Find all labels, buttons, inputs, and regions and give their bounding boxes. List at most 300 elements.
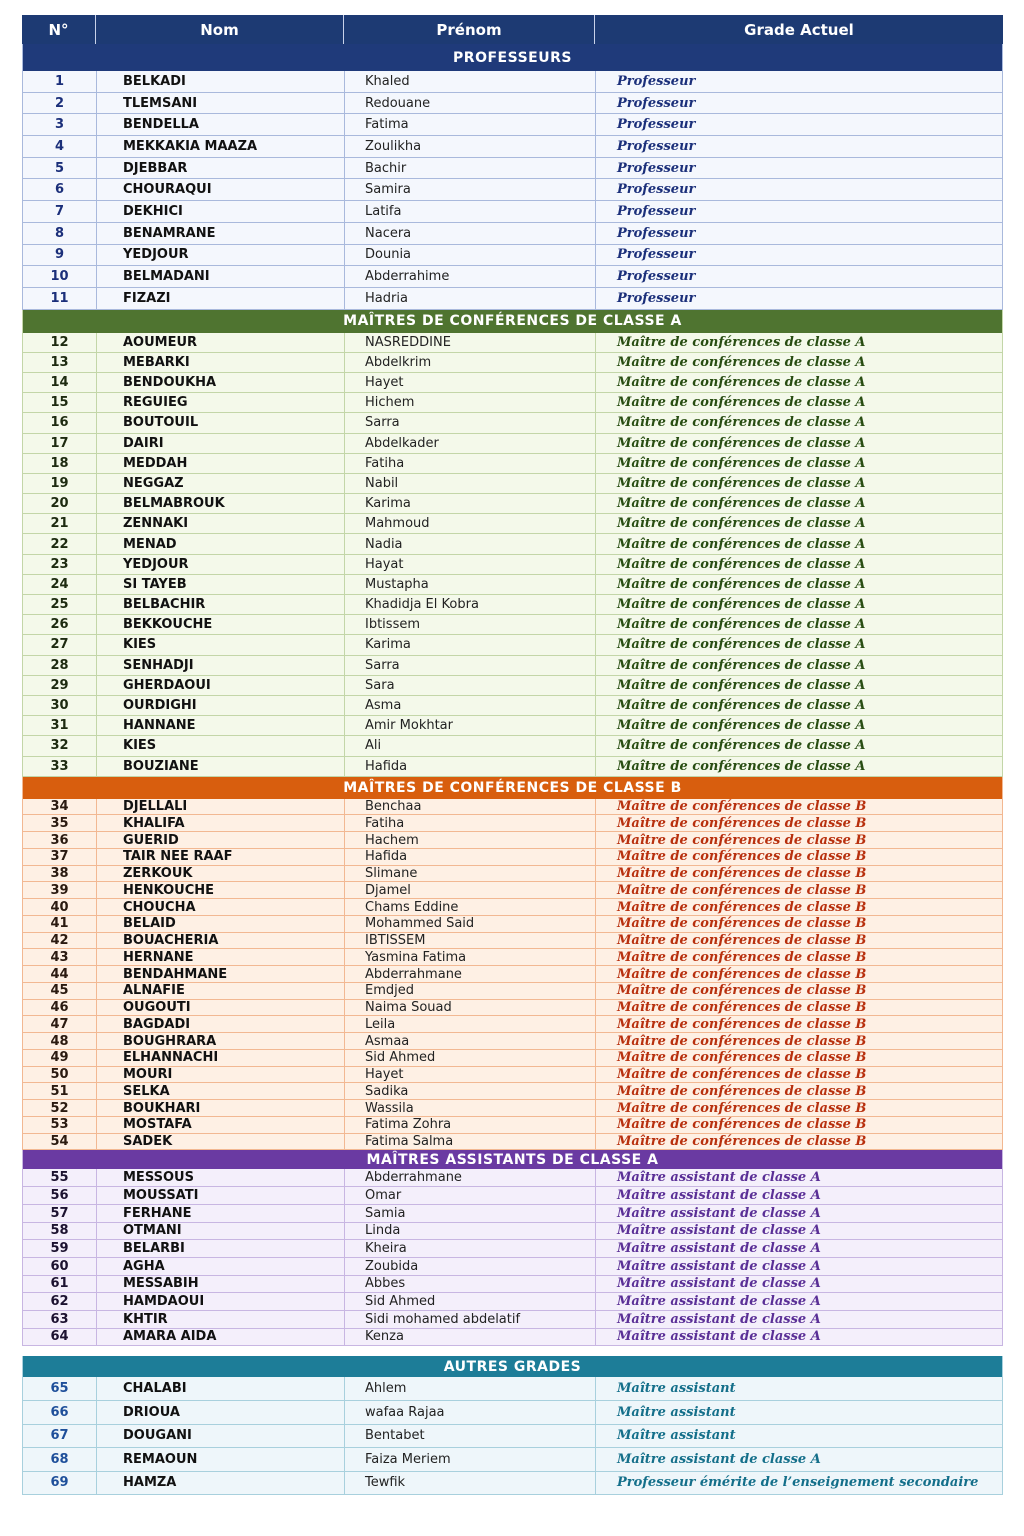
row-number: 4: [23, 136, 97, 157]
row-grade: Maître de conférences de classe A: [617, 657, 866, 673]
row-grade: Maître de conférences de classe A: [617, 556, 866, 572]
row-nom: BEKKOUCHE: [97, 615, 345, 634]
row-prenom: Fatima: [345, 114, 596, 135]
row-prenom: Asmaa: [345, 1033, 596, 1049]
row-number: 7: [23, 201, 97, 222]
row-nom: FERHANE: [97, 1205, 345, 1222]
table-row: [23, 1258, 1002, 1276]
row-prenom: Sara: [345, 676, 596, 695]
row-nom: BENDELLA: [97, 114, 345, 135]
row-nom: BENDAHMANE: [97, 966, 345, 982]
table-row: [23, 575, 1002, 595]
row-prenom: Khaled: [345, 71, 596, 92]
row-prenom: NASREDDINE: [345, 333, 596, 352]
table-row: [23, 635, 1002, 655]
row-grade: Maître de conférences de classe A: [617, 576, 866, 592]
table-row: [23, 1033, 1002, 1050]
row-grade: Maître de conférences de classe B: [617, 1117, 867, 1133]
table-row: [23, 179, 1002, 201]
row-prenom: Mohammed Said: [345, 916, 596, 932]
row-number: 35: [23, 815, 97, 831]
row-grade: Maître de conférences de classe A: [617, 496, 866, 512]
row-prenom: Bentabet: [345, 1425, 596, 1448]
row-nom: OTMANI: [97, 1223, 345, 1240]
table-row: [23, 716, 1002, 736]
table-row: [23, 555, 1002, 575]
row-number: 18: [23, 454, 97, 473]
table-row: [23, 393, 1002, 413]
row-nom: MESSOUS: [97, 1169, 345, 1186]
table-row: [23, 223, 1002, 245]
row-number: 16: [23, 413, 97, 432]
row-number: 46: [23, 1000, 97, 1016]
row-number: 21: [23, 514, 97, 533]
table-row: [23, 1276, 1002, 1294]
row-grade: Maître de conférences de classe B: [617, 815, 867, 831]
row-nom: BENDOUKHA: [97, 373, 345, 392]
row-prenom: Abderrahmane: [345, 1169, 596, 1186]
row-prenom: Amir Mokhtar: [345, 716, 596, 735]
table-row: [23, 676, 1002, 696]
table-row: [23, 736, 1002, 756]
staff-table: [22, 15, 1003, 1495]
table-row: [23, 1329, 1002, 1347]
row-grade: Professeur: [617, 73, 696, 89]
row-grade: Maître de conférences de classe A: [617, 718, 866, 734]
table-row: [23, 158, 1002, 180]
row-grade: Professeur émérite de l’enseignement secondaire: [617, 1475, 979, 1491]
row-number: 8: [23, 223, 97, 244]
row-grade: Maître de conférences de classe A: [617, 455, 866, 471]
row-nom: BELMADANI: [97, 266, 345, 287]
row-prenom: Hayat: [345, 555, 596, 574]
row-nom: MEDDAH: [97, 454, 345, 473]
row-prenom: Nabil: [345, 474, 596, 493]
row-prenom: Dounia: [345, 245, 596, 266]
row-grade: Professeur: [617, 269, 696, 285]
row-number: 45: [23, 983, 97, 999]
row-number: 61: [23, 1276, 97, 1293]
row-grade: Maître assistant de classe A: [617, 1276, 821, 1292]
row-number: 27: [23, 635, 97, 654]
row-prenom: Fatiha: [345, 454, 596, 473]
row-grade: Maître de conférences de classe B: [617, 1100, 867, 1116]
row-number: 3: [23, 114, 97, 135]
row-grade: Maître assistant de classe A: [617, 1258, 821, 1274]
row-grade: Professeur: [617, 182, 696, 198]
row-prenom: wafaa Rajaa: [345, 1401, 596, 1424]
row-prenom: Hadria: [345, 288, 596, 309]
table-row: [23, 1472, 1002, 1496]
row-number: 59: [23, 1240, 97, 1257]
row-grade: Maître de conférences de classe B: [617, 916, 867, 932]
row-nom: NEGGAZ: [97, 474, 345, 493]
table-row: [23, 434, 1002, 454]
row-nom: BELBACHIR: [97, 595, 345, 614]
table-row: [23, 983, 1002, 1000]
row-nom: REGUIEG: [97, 393, 345, 412]
row-nom: DRIOUA: [97, 1401, 345, 1424]
row-nom: BELARBI: [97, 1240, 345, 1257]
table-row: [23, 933, 1002, 950]
row-prenom: Bachir: [345, 158, 596, 179]
row-grade: Maître de conférences de classe B: [617, 799, 867, 815]
row-grade: Maître assistant: [617, 1404, 736, 1420]
section-title: MAÎTRES ASSISTANTS DE CLASSE A: [23, 1150, 1002, 1169]
table-row: [23, 1223, 1002, 1241]
table-row: [23, 849, 1002, 866]
row-number: 14: [23, 373, 97, 392]
row-grade: Maître de conférences de classe B: [617, 882, 867, 898]
row-number: 34: [23, 799, 97, 815]
row-number: 64: [23, 1329, 97, 1346]
row-grade: Maître de conférences de classe A: [617, 698, 866, 714]
row-nom: BOUZIANE: [97, 757, 345, 776]
row-prenom: Asma: [345, 696, 596, 715]
row-number: 55: [23, 1169, 97, 1186]
table-row: [23, 1050, 1002, 1067]
row-grade: Maître assistant de classe A: [617, 1170, 821, 1186]
row-grade: Maître de conférences de classe B: [617, 1050, 867, 1066]
row-grade: Maître de conférences de classe B: [617, 1033, 867, 1049]
row-grade: Maître de conférences de classe B: [617, 966, 867, 982]
row-prenom: Latifa: [345, 201, 596, 222]
row-number: 26: [23, 615, 97, 634]
row-nom: TLEMSANI: [97, 93, 345, 114]
row-grade: Maître assistant de classe A: [617, 1205, 821, 1221]
row-number: 32: [23, 736, 97, 755]
table-row: [23, 696, 1002, 716]
row-prenom: Yasmina Fatima: [345, 949, 596, 965]
row-number: 66: [23, 1401, 97, 1424]
row-grade: Maître assistant de classe A: [617, 1329, 821, 1345]
row-prenom: Slimane: [345, 866, 596, 882]
row-prenom: Sid Ahmed: [345, 1050, 596, 1066]
row-grade: Professeur: [617, 290, 696, 306]
table-row: [23, 353, 1002, 373]
row-grade: Maître de conférences de classe B: [617, 933, 867, 949]
row-nom: ZERKOUK: [97, 866, 345, 882]
row-nom: AGHA: [97, 1258, 345, 1275]
table-row: [23, 882, 1002, 899]
row-grade: Maître de conférences de classe A: [617, 415, 866, 431]
row-prenom: Ibtissem: [345, 615, 596, 634]
row-grade: Professeur: [617, 247, 696, 263]
row-prenom: Sadika: [345, 1083, 596, 1099]
table-row: [23, 1425, 1002, 1449]
row-nom: BOUKHARI: [97, 1100, 345, 1116]
row-nom: BAGDADI: [97, 1016, 345, 1032]
row-prenom: Ali: [345, 736, 596, 755]
table-row: [23, 916, 1002, 933]
row-number: 50: [23, 1067, 97, 1083]
row-grade: Maître de conférences de classe A: [617, 637, 866, 653]
row-prenom: Kheira: [345, 1240, 596, 1257]
row-grade: Maître assistant de classe A: [617, 1241, 821, 1257]
section-maa: [22, 1150, 1003, 1346]
table-row: [23, 1134, 1002, 1151]
table-row: [23, 333, 1002, 353]
row-grade: Maître de conférences de classe A: [617, 677, 866, 693]
row-number: 9: [23, 245, 97, 266]
row-grade: Professeur: [617, 117, 696, 133]
table-row: [23, 949, 1002, 966]
row-prenom: Djamel: [345, 882, 596, 898]
table-row: [23, 71, 1002, 93]
row-nom: KIES: [97, 635, 345, 654]
table-row: [23, 454, 1002, 474]
row-nom: BOUACHERIA: [97, 933, 345, 949]
row-nom: MOURI: [97, 1067, 345, 1083]
row-prenom: Samira: [345, 179, 596, 200]
row-nom: DJELLALI: [97, 799, 345, 815]
row-nom: ZENNAKI: [97, 514, 345, 533]
row-number: 41: [23, 916, 97, 932]
row-grade: Maître de conférences de classe A: [617, 597, 866, 613]
row-number: 12: [23, 333, 97, 352]
row-prenom: Nacera: [345, 223, 596, 244]
row-prenom: Wassila: [345, 1100, 596, 1116]
row-grade: Maître de conférences de classe B: [617, 983, 867, 999]
row-grade: Maître de conférences de classe B: [617, 1134, 867, 1150]
row-grade: Maître assistant de classe A: [617, 1187, 821, 1203]
row-number: 29: [23, 676, 97, 695]
row-number: 60: [23, 1258, 97, 1275]
section-autres: [22, 1356, 1003, 1495]
row-number: 57: [23, 1205, 97, 1222]
row-number: 63: [23, 1311, 97, 1328]
row-nom: AMARA AIDA: [97, 1329, 345, 1346]
row-number: 44: [23, 966, 97, 982]
row-prenom: Khadidja El Kobra: [345, 595, 596, 614]
row-grade: Maître de conférences de classe A: [617, 435, 866, 451]
table-row: [23, 1377, 1002, 1401]
section-title: PROFESSEURS: [23, 44, 1002, 71]
row-number: 53: [23, 1117, 97, 1133]
row-prenom: Karima: [345, 494, 596, 513]
row-nom: KHALIFA: [97, 815, 345, 831]
row-nom: FIZAZI: [97, 288, 345, 309]
row-number: 25: [23, 595, 97, 614]
row-number: 65: [23, 1377, 97, 1400]
row-prenom: Kenza: [345, 1329, 596, 1346]
section-title: MAÎTRES DE CONFÉRENCES DE CLASSE B: [23, 777, 1002, 799]
row-nom: YEDJOUR: [97, 245, 345, 266]
row-nom: HERNANE: [97, 949, 345, 965]
table-row: [23, 288, 1002, 310]
table-row: [23, 534, 1002, 554]
row-nom: MENAD: [97, 534, 345, 553]
row-nom: GHERDAOUI: [97, 676, 345, 695]
row-nom: DOUGANI: [97, 1425, 345, 1448]
row-prenom: Leila: [345, 1016, 596, 1032]
row-prenom: Fatima Zohra: [345, 1117, 596, 1133]
row-grade: Maître de conférences de classe A: [617, 536, 866, 552]
table-row: [23, 1240, 1002, 1258]
row-prenom: Abderrahmane: [345, 966, 596, 982]
row-prenom: Hafida: [345, 849, 596, 865]
row-nom: MESSABIH: [97, 1276, 345, 1293]
row-grade: Maître de conférences de classe A: [617, 375, 866, 391]
row-number: 28: [23, 656, 97, 675]
row-prenom: Linda: [345, 1223, 596, 1240]
row-number: 43: [23, 949, 97, 965]
table-row: [23, 656, 1002, 676]
row-grade: Maître de conférences de classe A: [617, 475, 866, 491]
row-number: 54: [23, 1134, 97, 1150]
row-grade: Maître de conférences de classe A: [617, 617, 866, 633]
table-row: [23, 1100, 1002, 1117]
row-number: 62: [23, 1293, 97, 1310]
table-row: [23, 201, 1002, 223]
row-prenom: Chams Eddine: [345, 899, 596, 915]
row-number: 56: [23, 1187, 97, 1204]
row-grade: Maître de conférences de classe A: [617, 738, 866, 754]
row-grade: Maître de conférences de classe B: [617, 1000, 867, 1016]
row-prenom: Naima Souad: [345, 1000, 596, 1016]
row-grade: Maître assistant de classe A: [617, 1451, 821, 1467]
table-body: [22, 44, 1003, 1495]
table-row: [23, 1083, 1002, 1100]
table-row: [23, 245, 1002, 267]
row-nom: CHOURAQUI: [97, 179, 345, 200]
col-header-prenom: Prénom: [344, 15, 595, 44]
row-grade: Maître de conférences de classe B: [617, 1083, 867, 1099]
row-prenom: Hayet: [345, 373, 596, 392]
row-prenom: Ahlem: [345, 1377, 596, 1400]
row-nom: SI TAYEB: [97, 575, 345, 594]
table-row: [23, 1293, 1002, 1311]
table-header: [22, 15, 1003, 44]
row-nom: KHTIR: [97, 1311, 345, 1328]
row-prenom: Abdelkrim: [345, 353, 596, 372]
row-prenom: Karima: [345, 635, 596, 654]
row-nom: REMAOUN: [97, 1448, 345, 1471]
row-number: 51: [23, 1083, 97, 1099]
section-title: MAÎTRES DE CONFÉRENCES DE CLASSE A: [23, 310, 1002, 333]
row-nom: OURDIGHI: [97, 696, 345, 715]
section-mca: [22, 310, 1003, 777]
row-nom: BENAMRANE: [97, 223, 345, 244]
row-grade: Maître de conférences de classe B: [617, 949, 867, 965]
row-number: 23: [23, 555, 97, 574]
row-prenom: Mahmoud: [345, 514, 596, 533]
row-nom: ELHANNACHI: [97, 1050, 345, 1066]
row-number: 42: [23, 933, 97, 949]
row-prenom: Omar: [345, 1187, 596, 1204]
row-grade: Maître de conférences de classe B: [617, 1067, 867, 1083]
row-number: 52: [23, 1100, 97, 1116]
table-row: [23, 799, 1002, 816]
table-row: [23, 514, 1002, 534]
row-nom: MOSTAFA: [97, 1117, 345, 1133]
row-nom: MEBARKI: [97, 353, 345, 372]
table-row: [23, 1067, 1002, 1084]
row-number: 30: [23, 696, 97, 715]
row-prenom: Hayet: [345, 1067, 596, 1083]
col-header-no: N°: [22, 15, 96, 44]
row-grade: Maître de conférences de classe B: [617, 866, 867, 882]
table-row: [23, 1205, 1002, 1223]
row-grade: Maître de conférences de classe A: [617, 354, 866, 370]
row-number: 47: [23, 1016, 97, 1032]
row-prenom: Mustapha: [345, 575, 596, 594]
row-grade: Professeur: [617, 95, 696, 111]
row-grade: Maître de conférences de classe A: [617, 516, 866, 532]
section-mcb: [22, 777, 1003, 1151]
section-title: AUTRES GRADES: [23, 1356, 1002, 1377]
table-row: [23, 866, 1002, 883]
table-row: [23, 373, 1002, 393]
row-prenom: Fatiha: [345, 815, 596, 831]
row-number: 10: [23, 266, 97, 287]
row-number: 69: [23, 1472, 97, 1495]
row-prenom: Abderrahime: [345, 266, 596, 287]
table-row: [23, 1401, 1002, 1425]
table-row: [23, 1117, 1002, 1134]
table-row: [23, 136, 1002, 158]
row-number: 68: [23, 1448, 97, 1471]
row-grade: Maître de conférences de classe B: [617, 899, 867, 915]
row-nom: OUGOUTI: [97, 1000, 345, 1016]
table-row: [23, 1169, 1002, 1187]
row-prenom: Abbes: [345, 1276, 596, 1293]
row-nom: HAMZA: [97, 1472, 345, 1495]
row-nom: BELMABROUK: [97, 494, 345, 513]
row-nom: DAIRI: [97, 434, 345, 453]
row-nom: BOUGHRARA: [97, 1033, 345, 1049]
row-number: 13: [23, 353, 97, 372]
row-grade: Maître assistant de classe A: [617, 1311, 821, 1327]
row-grade: Professeur: [617, 160, 696, 176]
row-grade: Maître assistant: [617, 1428, 736, 1444]
row-prenom: IBTISSEM: [345, 933, 596, 949]
row-number: 1: [23, 71, 97, 92]
table-row: [23, 595, 1002, 615]
row-number: 58: [23, 1223, 97, 1240]
row-nom: HANNANE: [97, 716, 345, 735]
row-nom: MOUSSATI: [97, 1187, 345, 1204]
col-header-grade: Grade Actuel: [744, 20, 854, 39]
row-number: 19: [23, 474, 97, 493]
row-nom: MEKKAKIA MAAZA: [97, 136, 345, 157]
row-nom: SENHADJI: [97, 656, 345, 675]
table-row: [23, 757, 1002, 777]
row-prenom: Tewfik: [345, 1472, 596, 1495]
row-nom: AOUMEUR: [97, 333, 345, 352]
table-row: [23, 966, 1002, 983]
row-number: 37: [23, 849, 97, 865]
row-prenom: Faiza Meriem: [345, 1448, 596, 1471]
row-number: 20: [23, 494, 97, 513]
table-row: [23, 266, 1002, 288]
row-grade: Maître de conférences de classe B: [617, 849, 867, 865]
row-grade: Maître de conférences de classe B: [617, 832, 867, 848]
table-row: [23, 1448, 1002, 1472]
row-nom: KIES: [97, 736, 345, 755]
row-number: 48: [23, 1033, 97, 1049]
row-number: 38: [23, 866, 97, 882]
row-number: 15: [23, 393, 97, 412]
row-prenom: Hafida: [345, 757, 596, 776]
row-prenom: Sidi mohamed abdelatif: [345, 1311, 596, 1328]
row-nom: HENKOUCHE: [97, 882, 345, 898]
table-row: [23, 899, 1002, 916]
row-prenom: Sarra: [345, 413, 596, 432]
table-row: [23, 1311, 1002, 1329]
row-number: 5: [23, 158, 97, 179]
col-header-nom: Nom: [96, 15, 344, 44]
